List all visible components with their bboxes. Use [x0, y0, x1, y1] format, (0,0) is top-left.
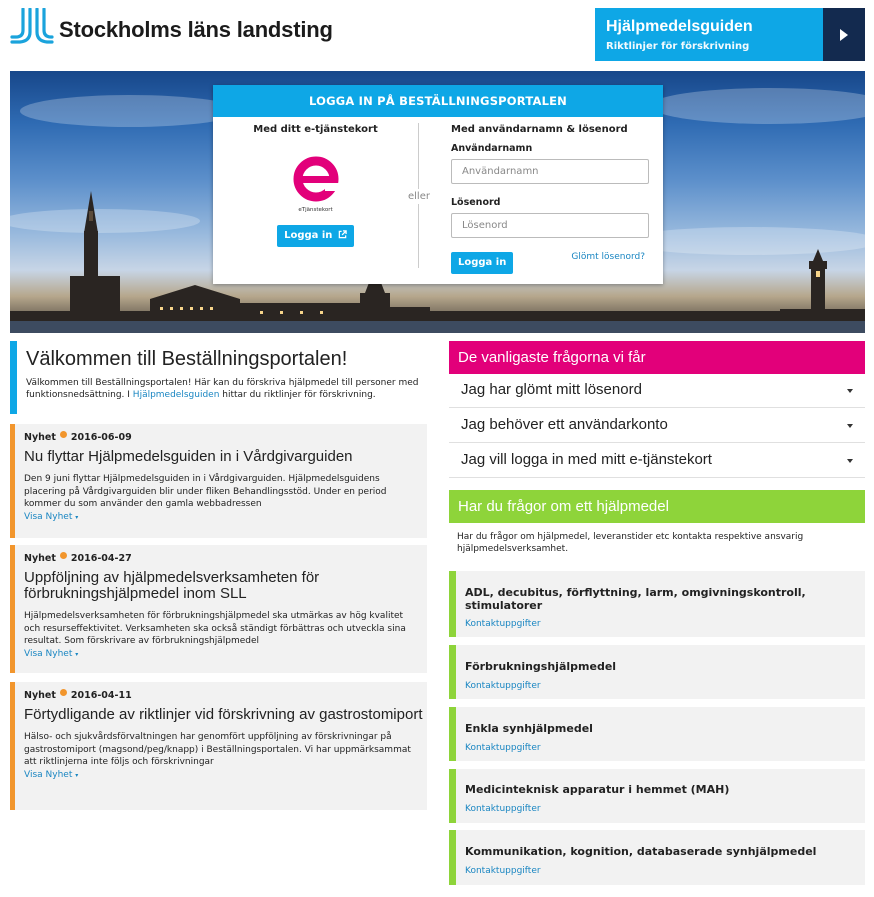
hjalpmedelsguiden-text [595, 8, 823, 61]
etjanstekort-login-label: Logga in [284, 230, 333, 241]
chevron-down-icon [847, 459, 853, 463]
etjanstekort-section [213, 117, 418, 284]
faq-item-label: Jag har glömt mitt lösenord [461, 381, 642, 398]
news-dot-icon [60, 689, 67, 696]
etjanstekort-heading: Med ditt e-tjänstekort [253, 124, 378, 135]
news-text: Den 9 juni flyttar Hjälpmedelsguiden in i Vårdgivarguiden. Hjälpmedelsguidens placering på Vårdgivarguiden blir under fliken Behandlingsstöd. Under en period kommer du som använder den gamla webbadressen [24, 474, 387, 509]
show-news-label: Visa Nyhet [24, 511, 73, 522]
contact-card-title: Förbrukningshjälpmedel [465, 660, 617, 673]
forgot-password-link[interactable]: Glömt lösenord? [571, 252, 645, 262]
contact-card-title: Kommunikation, kognition, databaserade synhjälpmedel [465, 845, 817, 858]
welcome-section [10, 341, 427, 414]
caret-down-icon: ▾ [75, 513, 79, 521]
news-meta [24, 689, 427, 701]
news-item [10, 424, 427, 538]
contact-card-title: Enkla synhjälpmedel [465, 722, 593, 735]
welcome-text [26, 377, 427, 401]
hjalpmedelsguiden-banner[interactable] [595, 8, 865, 61]
news-dot-icon [60, 431, 67, 438]
questions-text: Har du frågor om hjälpmedel, leveranstider etc kontakta respektive ansvarig hjälpmedelsverksamhet. [457, 532, 804, 554]
welcome-title: Välkommen till Beställningsportalen! [26, 348, 348, 370]
caret-down-icon: ▾ [75, 650, 79, 658]
news-label: Nyhet [24, 552, 56, 564]
etjanstekort-caption: eTjänstekort [298, 207, 333, 213]
contact-link[interactable]: Kontaktuppgifter [465, 743, 541, 753]
news-date: 2016-06-09 [70, 431, 132, 443]
news-meta [24, 552, 427, 564]
news-title[interactable]: Uppföljning av hjälpmedelsverksamheten för förbrukningshjälpmedel inom SLL [24, 569, 320, 602]
contact-card-title: ADL, decubitus, förflyttning, larm, omgivningskontroll, stimulatorer [465, 586, 806, 612]
username-label: Användarnamn [451, 143, 533, 154]
or-text: eller [408, 191, 430, 202]
contact-link[interactable]: Kontaktuppgifter [465, 681, 541, 691]
show-news-link[interactable] [24, 769, 427, 782]
faq-item-forgot-password[interactable] [449, 374, 865, 408]
news-title[interactable]: Förtydligande av riktlinjer vid förskrivning av gastrostomiport [24, 706, 423, 723]
show-news-link[interactable] [24, 648, 427, 661]
etjanstekort-login-button[interactable] [277, 225, 354, 247]
faq-item-label: Jag vill logga in med mitt e-tjänstekort [461, 451, 712, 468]
faq-item-etjanstekort[interactable] [449, 444, 865, 478]
contact-card [449, 707, 865, 761]
contact-link[interactable]: Kontaktuppgifter [465, 804, 541, 814]
news-date: 2016-04-11 [70, 689, 132, 701]
chevron-down-icon [847, 424, 853, 428]
welcome-text-end: hittar du riktlinjer för förskrivning. [219, 390, 376, 400]
user-login-heading: Med användarnamn & lösenord [451, 124, 628, 135]
news-label: Nyhet [24, 431, 56, 443]
password-label: Lösenord [451, 197, 501, 208]
questions-heading: Har du frågor om ett hjälpmedel [449, 490, 865, 523]
username-input[interactable] [451, 159, 649, 184]
welcome-text-start: Välkommen till Beställningsportalen! Här kan du förskriva hjälpmedel till personer med funktionsnedsättning. I [26, 378, 419, 400]
news-item [10, 545, 427, 673]
news-date: 2016-04-27 [70, 552, 132, 564]
hjalpmedelsguiden-arrow[interactable] [823, 8, 865, 61]
password-input[interactable] [451, 213, 649, 238]
contact-card [449, 769, 865, 823]
news-text: Hälso- och sjukvårdsförvaltningen har genomfört uppföljning av förskrivningar på gastrostomiport (magsond/peg/knapp) i Beställningsportalen. Vi har uppmärksammat att riktlinjerna inte följs och förskrivningar [24, 732, 411, 767]
contact-link[interactable]: Kontaktuppgifter [465, 619, 541, 629]
sll-logo-icon [10, 8, 54, 46]
faq-item-label: Jag behöver ett användarkonto [461, 416, 668, 433]
logo-text: Stockholms läns landsting [59, 17, 333, 42]
hjalpmedelsguiden-subtitle: Riktlinjer för förskrivning [606, 41, 750, 52]
show-news-label: Visa Nyhet [24, 769, 73, 780]
login-actions [451, 250, 651, 272]
contact-card [449, 645, 865, 699]
hero-banner [10, 71, 865, 333]
show-news-link[interactable] [24, 511, 427, 524]
external-link-icon [338, 230, 347, 239]
caret-down-icon: ▾ [75, 771, 79, 779]
contact-card [449, 830, 865, 885]
contact-card-title: Medicinteknisk apparatur i hemmet (MAH) [465, 783, 730, 796]
news-label: Nyhet [24, 689, 56, 701]
login-form [451, 117, 651, 272]
hjalpmedelsguiden-link[interactable]: Hjälpmedelsguiden [132, 390, 220, 400]
hjalpmedelsguiden-title: Hjälpmedelsguiden [606, 18, 753, 35]
sll-logo[interactable] [10, 8, 333, 46]
chevron-down-icon [847, 389, 853, 393]
news-title[interactable]: Nu flyttar Hjälpmedelsguiden in i Vårdgivarguiden [24, 448, 353, 465]
show-news-label: Visa Nyhet [24, 648, 73, 659]
login-title: LOGGA IN PÅ BESTÄLLNINGSPORTALEN [213, 85, 663, 117]
news-dot-icon [60, 552, 67, 559]
faq-heading: De vanligaste frågorna vi får [449, 341, 865, 374]
contact-link[interactable]: Kontaktuppgifter [465, 866, 541, 876]
login-box [213, 85, 663, 284]
news-text: Hjälpmedelsverksamheten för förbrukningshjälpmedel ska utmärkas av hög kvalitet och resurseffektivitet. Verksamheten ska också ständigt förbättras och utveckla sina resultat. Som förskrivare av förbrukningshjälpmedel [24, 611, 406, 646]
faq-item-user-account[interactable] [449, 409, 865, 443]
contact-card [449, 571, 865, 637]
play-arrow-icon [839, 29, 849, 41]
news-item [10, 682, 427, 810]
news-meta [24, 431, 427, 443]
login-button[interactable]: Logga in [451, 252, 513, 274]
